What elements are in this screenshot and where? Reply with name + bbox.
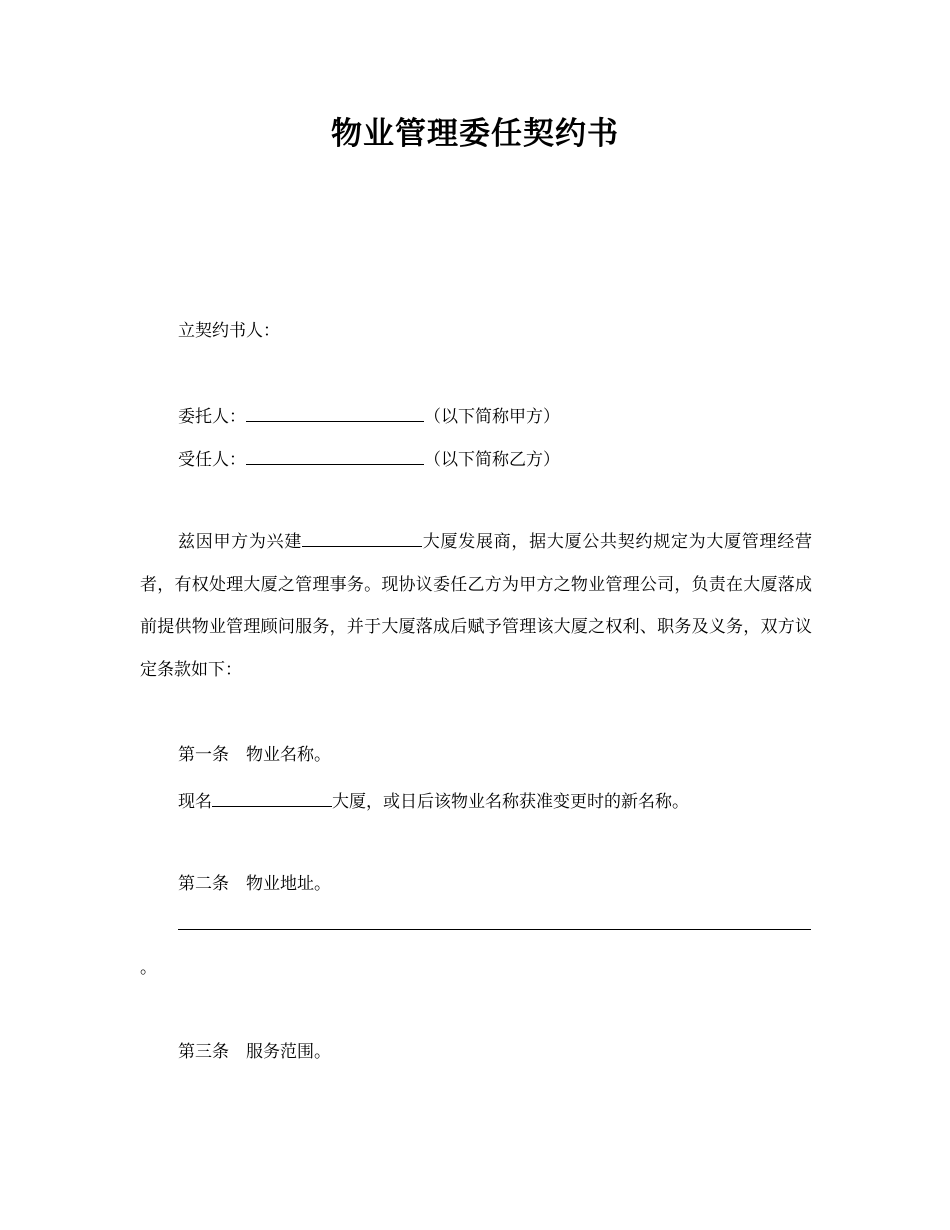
parties-intro: 立契约书人： <box>178 321 280 341</box>
building-name-field[interactable] <box>302 528 422 547</box>
principal-suffix: （以下简称甲方） <box>424 407 560 427</box>
article1-heading: 第一条 物业名称。 <box>178 745 331 765</box>
agent-label: 受任人： <box>178 450 246 470</box>
principal-name-field[interactable] <box>246 403 424 422</box>
recital-part1: 兹因甲方为兴建 <box>178 532 303 552</box>
recital-part2: 大厦发展商，据大厦公共契约规定为大厦管理经营者，有权处理大厦之管理事务。现协议委任乙方为甲方之物业管理公司，负责在大厦落成前提供物业管理顾问服务，并于大厦落成后赋予管理该大厦之权利、职务及义务，双方议定条款如下： <box>140 532 813 680</box>
article1-body <box>178 788 689 814</box>
article1-prefix: 现名 <box>178 792 212 812</box>
principal-label: 委托人： <box>178 407 246 427</box>
agent-name-field[interactable] <box>246 446 424 465</box>
agent-suffix: （以下简称乙方） <box>424 450 560 470</box>
agent-line <box>178 446 560 472</box>
document-title: 物业管理委任契约书 <box>331 116 619 152</box>
recital-paragraph <box>140 521 812 691</box>
article3-heading: 第三条 服务范围。 <box>178 1042 331 1062</box>
article1-suffix: 大厦，或日后该物业名称获准变更时的新名称。 <box>332 792 689 812</box>
property-address-field[interactable] <box>178 929 811 930</box>
principal-line <box>178 403 560 429</box>
article2-end-mark: 。 <box>140 958 157 978</box>
article2-heading: 第二条 物业地址。 <box>178 874 331 894</box>
property-name-field[interactable] <box>212 788 332 807</box>
